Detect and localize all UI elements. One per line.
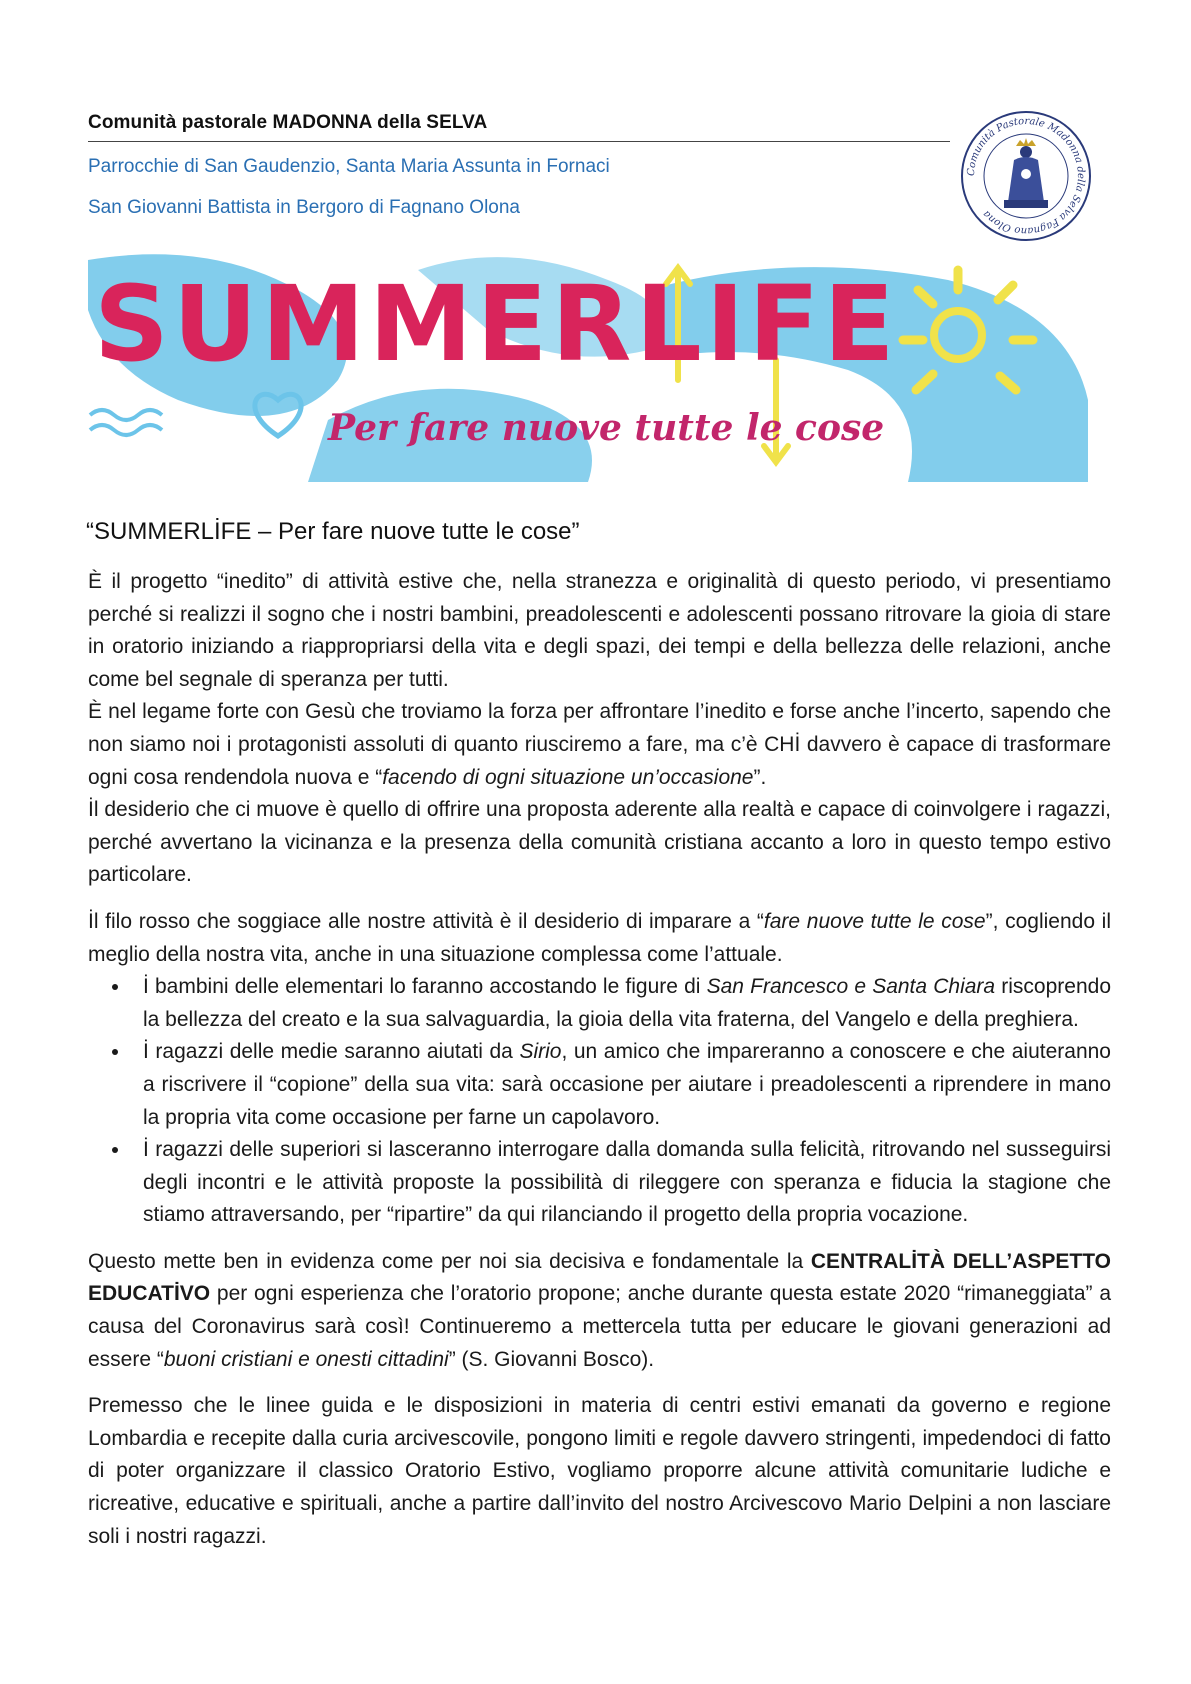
summerlife-banner <box>88 250 1088 482</box>
parish-line-2: San Giovanni Battista in Bergoro di Fagnano Olona <box>88 197 520 218</box>
list-item: • İ bambini delle elementari lo faranno accostando le figure di San Francesco e Santa Chiara riscoprendo la bellezza del creato e la sua salvaguardia, la gioia della vita fraterna, del Vangelo e della preghiera. <box>131 971 1111 1036</box>
document-title: “SUMMERLİFE – Per fare nuove tutte le cose” <box>86 518 580 545</box>
community-name: Comunità pastorale MADONNA della SELVA <box>88 112 950 142</box>
list-item: • İ ragazzi delle medie saranno aiutati da Sirio, un amico che impareranno a conoscere e che aiuteranno a riscrivere il “copione” della sua vita: sarà occasione per aiutare i preadolescenti a riprendere in mano la propria vita come occasione per farne un capolavoro. <box>131 1036 1111 1134</box>
letterhead <box>88 112 950 224</box>
paragraph-3: İl desiderio che ci muove è quello di offrire una proposta aderente alla realtà e capace di coinvolgere i ragazzi, perché avvertano la vicinanza e la presenza della comunità cristiana accanto a loro in questo tempo estivo particolare. <box>88 798 1111 887</box>
activities-list <box>88 971 1111 1232</box>
banner-subtitle: Per fare nuove tutte le cose <box>328 407 885 449</box>
madonna-seal-logo <box>958 108 1094 244</box>
list-item: • İ ragazzi delle superiori si lasceranno interrogare dalla domanda sulla felicità, ritrovando nel susseguirsi degli incontri e le attività proposte la possibilità di rileggere con speranza e fiducia la stagione che stiamo attraversando, per “ripartire” da qui rilanciando il progetto della propria vocazione. <box>131 1134 1111 1232</box>
waves-icon <box>90 410 162 435</box>
seal-text: Comunità Pastorale Madonna della Selva Fagnano Olona <box>965 115 1087 237</box>
banner-title: SUMMERLIFE <box>94 263 899 385</box>
paragraph-4: İl filo rosso che soggiace alle nostre attività è il desiderio di imparare a “fare nuove tutte le cose”, cogliendo il meglio della nostra vita, anche in una situazione complessa come l’attuale. <box>88 909 1112 966</box>
paragraph-6: Premesso che le linee guida e le disposizioni in materia di centri estivi emanati da governo e regione Lombardia e recepite dalla curia arcivescovile, pongono limiti e regole davvero stringenti, impedendoci di fatto di poter organizzare il classico Oratorio Estivo, vogliamo proporre alcune attività comunitarie ludiche e ricreative, educative e spirituali, anche a partire dall’invito del nostro Arcivescovo Mario Delpini a non lasciare soli i nostri ragazzi. <box>88 1394 1111 1548</box>
document-body <box>88 566 1111 1553</box>
paragraph-1: È il progetto “inedito” di attività estive che, nella stranezza e originalità di questo periodo, vi presentiamo perché si realizzi il sogno che i nostri bambini, preadolescenti e adolescenti possano ritrovare la gioia di stare in oratorio iniziando a riappropriarsi della vita e degli spazi, dei tempi e della bellezza delle relazioni, anche come bel segnale di speranza per tutti. <box>88 570 1111 691</box>
paragraph-2: È nel legame forte con Gesù che troviamo la forza per affrontare l’inedito e forse anche l’incerto, sapendo che non siamo noi i protagonisti assoluti di quanto riusciremo a fare, ma c’è CHİ davvero è capace di trasformare ogni cosa rendendola nuova e “facendo di ogni situazione un’occasione”. <box>88 700 1111 789</box>
parish-line-1: Parrocchie di San Gaudenzio, Santa Maria Assunta in Fornaci <box>88 156 610 177</box>
paragraph-5: Questo mette ben in evidenza come per noi sia decisiva e fondamentale la CENTRALİTÀ DELL’ASPETTO EDUCATİVO per ogni esperienza che l’oratorio propone; anche durante questa estate 2020 “rimaneggiata” a causa del Coronavirus sarà così! Continueremo a mettercela tutta per educare le giovani generazioni ad essere “buoni cristiani e onesti cittadini” (S. Giovanni Bosco). <box>88 1249 1111 1371</box>
